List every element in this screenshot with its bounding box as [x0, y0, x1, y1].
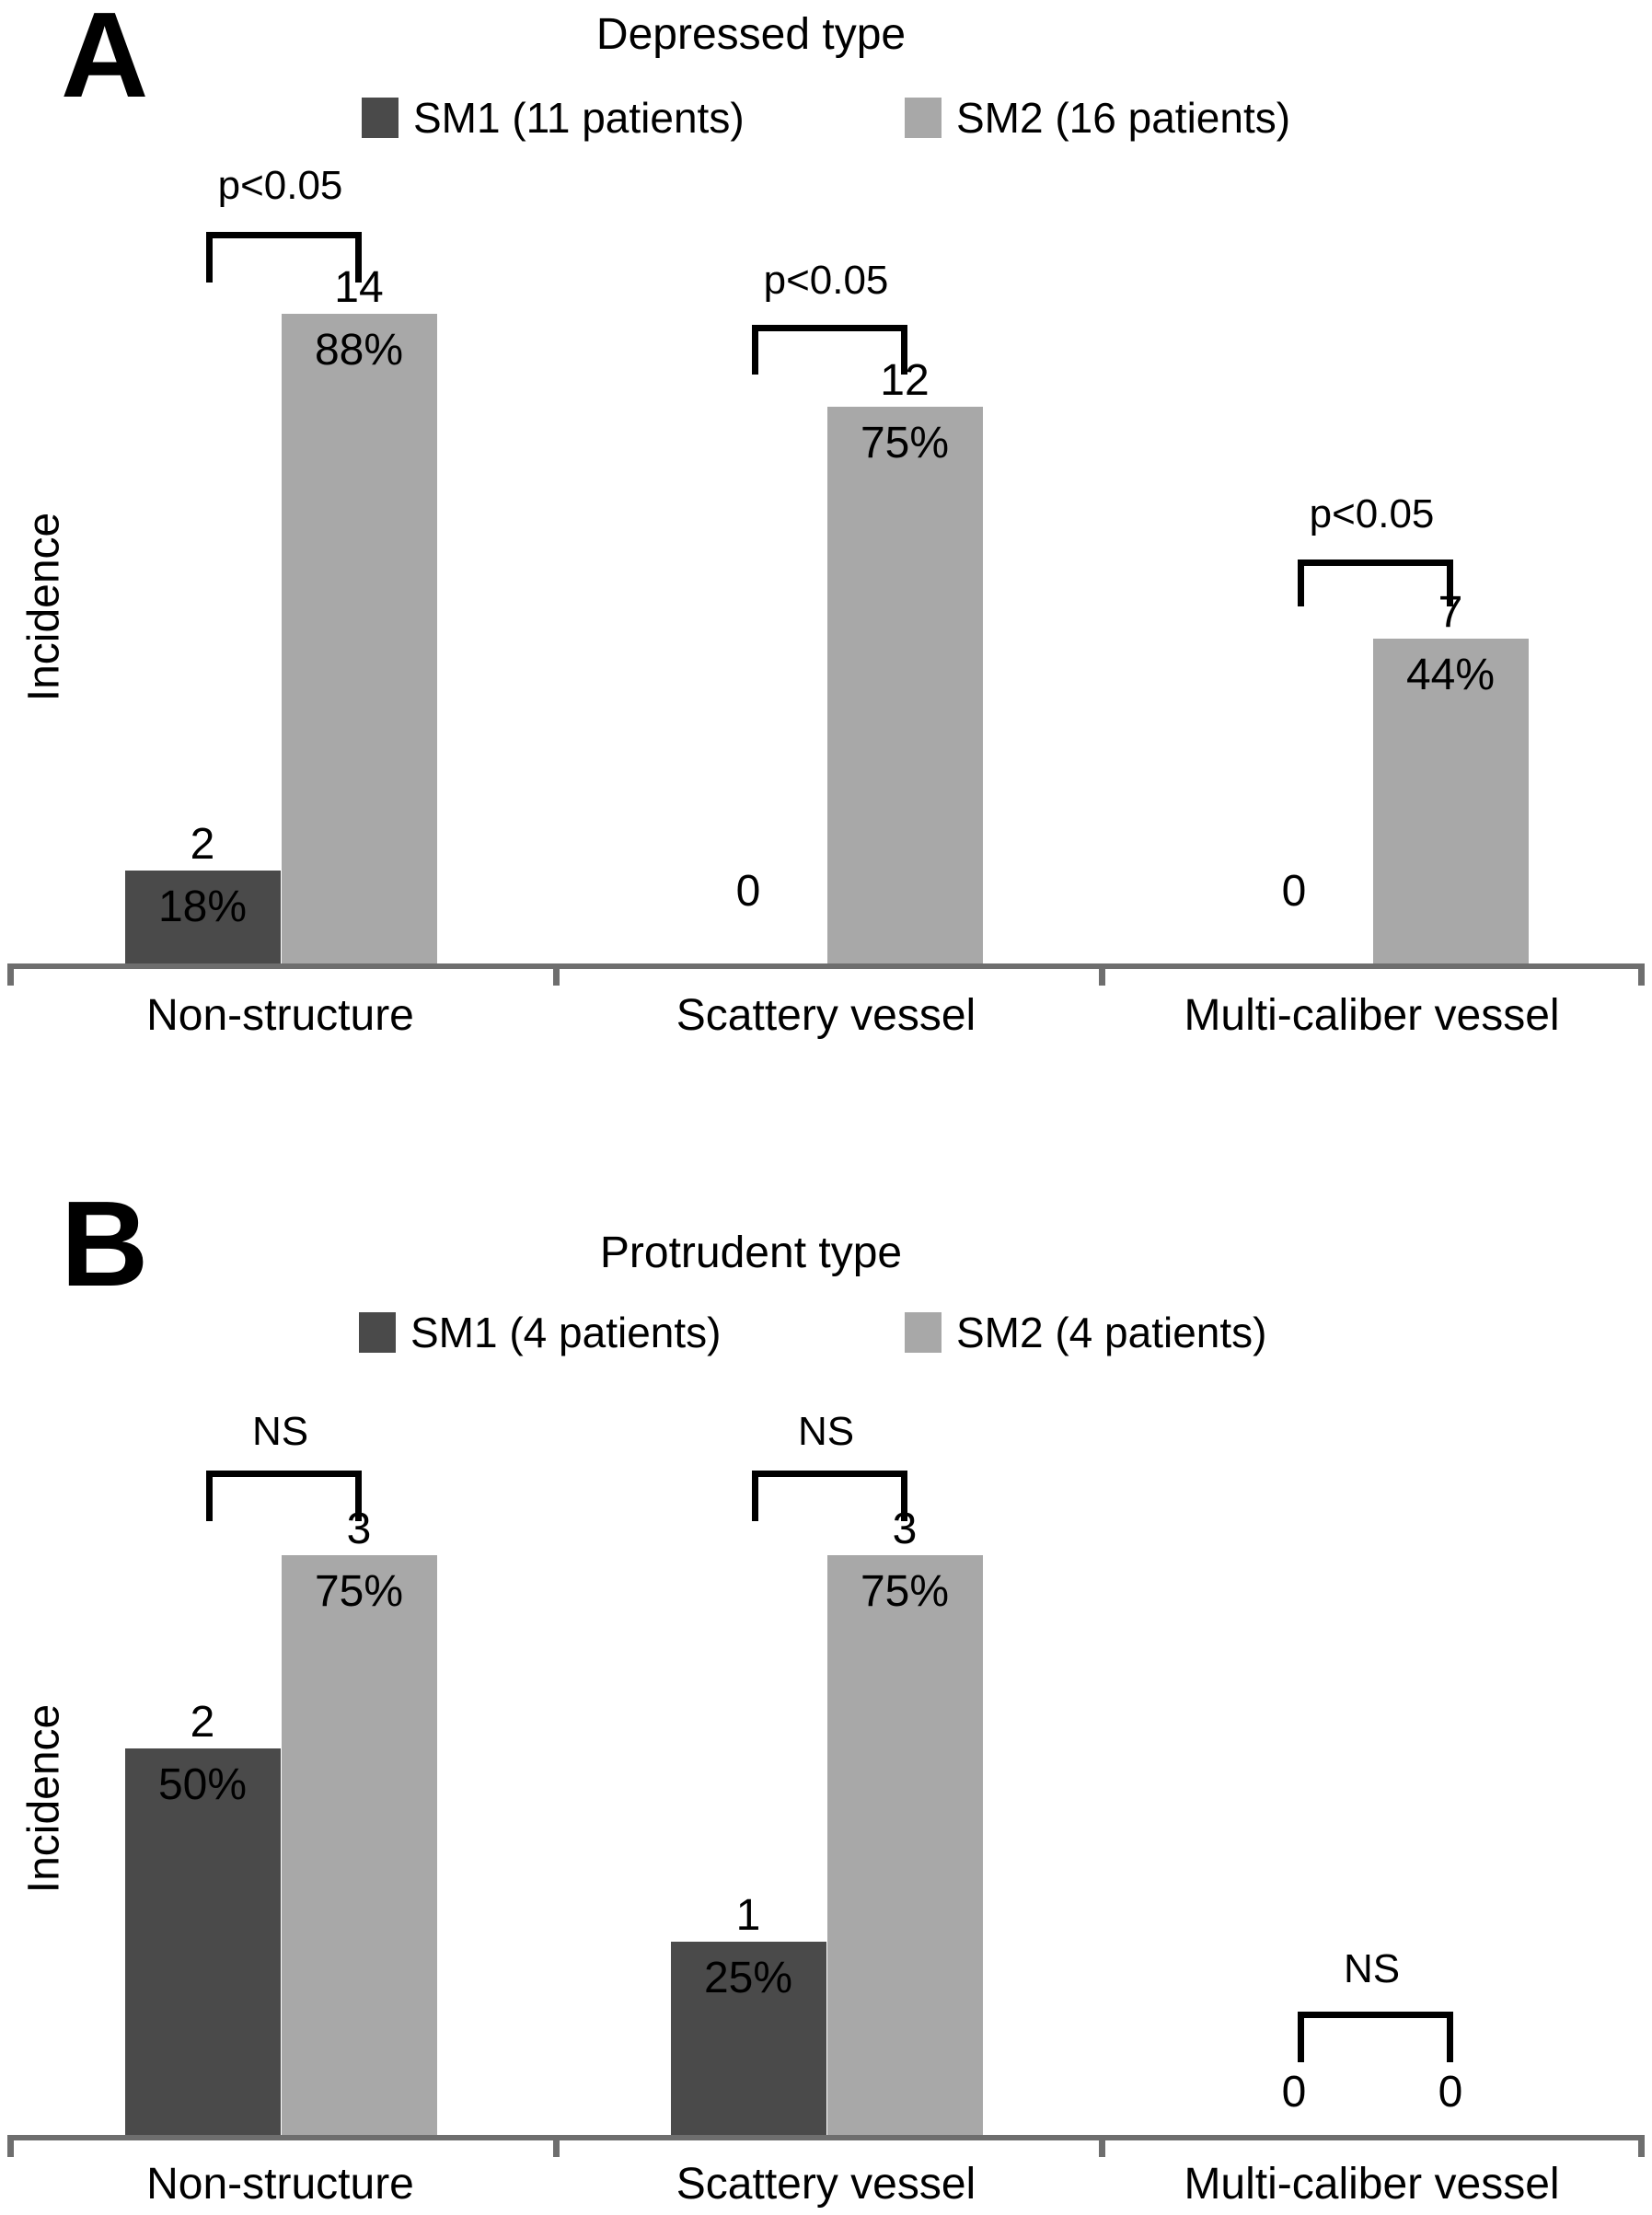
sm1-legend-swatch-icon	[359, 1312, 396, 1353]
significance-label: p<0.05	[763, 258, 889, 303]
panel-b-legend-sm1-label: SM1 (4 patients)	[410, 1309, 722, 1356]
bar-count-label: 7	[1438, 588, 1463, 637]
panel-b-legend-item-sm1	[359, 1309, 722, 1356]
sm1-legend-swatch-icon	[362, 98, 399, 138]
x-axis-tick	[1638, 963, 1645, 986]
x-axis-tick	[1099, 2135, 1105, 2157]
category-label: Multi-caliber vessel	[1184, 991, 1560, 1040]
category-label: Non-structure	[146, 991, 414, 1040]
category-label: Scattery vessel	[676, 991, 976, 1040]
x-axis-tick	[7, 963, 14, 986]
x-axis-tick	[1099, 963, 1105, 986]
sm2-legend-swatch-icon	[905, 98, 942, 138]
significance-label: p<0.05	[217, 163, 343, 208]
significance-bracket-icon	[1298, 2012, 1453, 2062]
bar-count-label: 12	[880, 356, 930, 405]
significance-label: NS	[251, 1409, 309, 1454]
bar-count-label: 1	[735, 1891, 761, 1940]
significance-label: NS	[1343, 1946, 1401, 1991]
bar-percent-label: 75%	[860, 1567, 950, 1616]
bar-sm2	[827, 407, 983, 963]
category-label: Non-structure	[146, 2160, 414, 2209]
bar-percent-label: 75%	[314, 1567, 404, 1616]
bar-count-label: 14	[334, 263, 384, 312]
bar-count-label: 2	[190, 820, 215, 869]
bar-sm2	[827, 1555, 983, 2135]
x-axis-tick	[553, 2135, 560, 2157]
bar-zero-label: 0	[1281, 2068, 1307, 2117]
panel-b-legend-item-sm2	[905, 1309, 1267, 1356]
bar-sm2	[282, 1555, 437, 2135]
bar-zero-label: 0	[1438, 2068, 1463, 2117]
panel-a-letter: A	[61, 0, 147, 122]
panel-a-legend-item-sm1	[362, 94, 745, 142]
bar-zero-label: 0	[735, 867, 761, 916]
bar-percent-label: 75%	[860, 419, 950, 467]
significance-label: NS	[797, 1409, 855, 1454]
panel-a-y-axis-label: Incidence	[19, 512, 69, 702]
x-axis-tick	[1638, 2135, 1645, 2157]
bar-zero-label: 0	[1281, 867, 1307, 916]
bar-percent-label: 88%	[314, 326, 404, 375]
x-axis-tick	[7, 2135, 14, 2157]
panel-b-y-axis-label: Incidence	[19, 1703, 69, 1894]
bar-percent-label: 44%	[1405, 651, 1496, 699]
bar-percent-label: 25%	[703, 1954, 793, 2002]
panel-b-title: Protrudent type	[599, 1229, 903, 1277]
sm2-legend-swatch-icon	[905, 1312, 942, 1353]
x-axis-line	[7, 963, 1645, 969]
panel-b-legend-sm2-label: SM2 (4 patients)	[956, 1309, 1267, 1356]
x-axis-line	[7, 2135, 1645, 2140]
bar-percent-label: 50%	[157, 1760, 248, 1809]
panel-a-title: Depressed type	[595, 10, 907, 59]
bar-percent-label: 18%	[157, 883, 248, 931]
panel-a-legend-sm1-label: SM1 (11 patients)	[413, 94, 745, 142]
significance-label: p<0.05	[1309, 491, 1435, 536]
panel-a-legend-sm2-label: SM2 (16 patients)	[956, 94, 1291, 142]
category-label: Scattery vessel	[676, 2160, 976, 2209]
panel-b-letter: B	[61, 1176, 147, 1311]
category-label: Multi-caliber vessel	[1184, 2160, 1560, 2209]
bar-count-label: 2	[190, 1698, 215, 1747]
bar-sm2	[282, 314, 437, 963]
bar-count-label: 3	[892, 1505, 918, 1553]
x-axis-tick	[553, 963, 560, 986]
bar-count-label: 3	[346, 1505, 372, 1553]
panel-a-legend-item-sm2	[905, 94, 1291, 142]
